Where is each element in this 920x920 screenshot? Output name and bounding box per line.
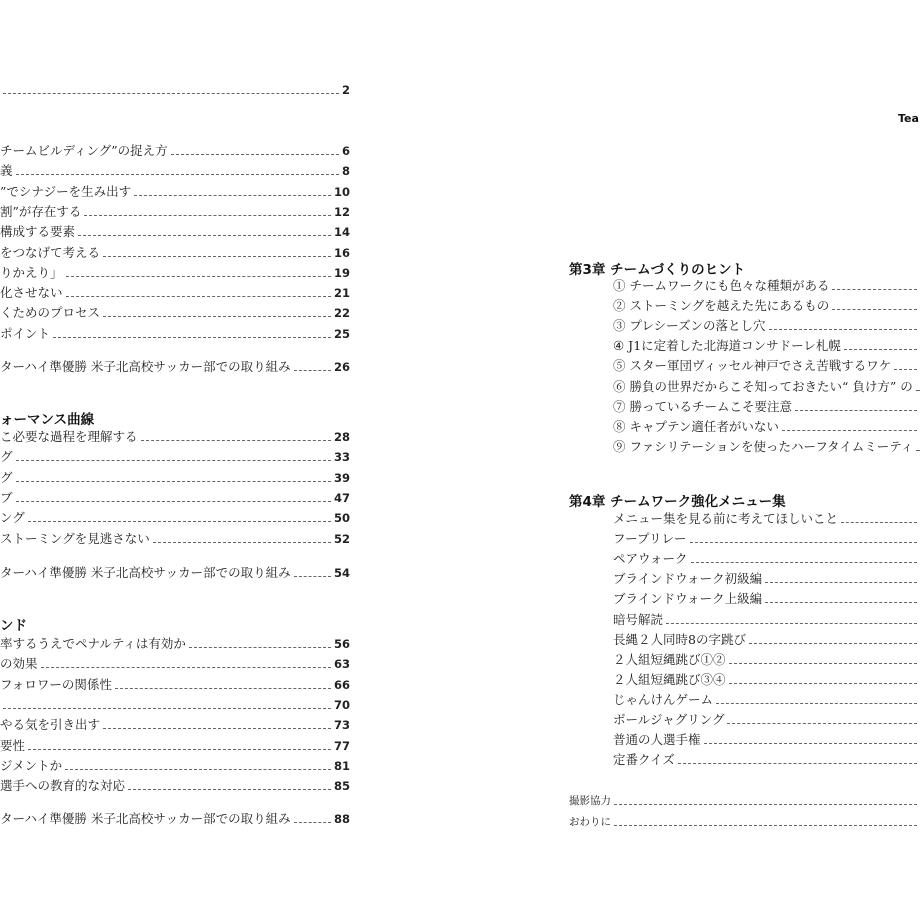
dot-leader: [66, 296, 331, 297]
toc-entry-title: 選手への教育的な対応: [0, 778, 126, 794]
toc-entry-title: 要性: [0, 737, 26, 753]
toc-entry-title: の効果: [0, 656, 38, 672]
toc-column-entry[interactable]: [0, 359, 350, 375]
toc-entry-title: 化させない: [0, 285, 63, 301]
dot-leader: [28, 521, 331, 522]
dot-leader: [844, 349, 917, 350]
toc-entry[interactable]: [613, 379, 920, 395]
chapter-heading: ォーマンス曲線: [0, 412, 95, 428]
dot-leader: [614, 825, 917, 826]
dot-leader: [729, 683, 917, 684]
dot-leader: [16, 501, 331, 502]
page-number: 39: [333, 470, 350, 485]
toc-entry[interactable]: [613, 672, 920, 688]
toc-entry-title: ポイント: [0, 325, 51, 341]
toc-entry-title: ２人組短縄跳び①②: [613, 651, 726, 667]
toc-entry-title: ブ: [0, 489, 13, 505]
toc-entry-title: ④ J1に定着した北海道コンサドーレ札幌: [613, 338, 841, 354]
dot-leader: [691, 562, 917, 563]
toc-entry-title: ② ストーミングを越えた先にあるもの: [613, 298, 830, 314]
dot-leader: [916, 450, 920, 451]
dot-leader: [765, 602, 917, 603]
toc-entry[interactable]: [0, 697, 350, 713]
toc-entry-title: 長縄２人同時8の字跳び: [613, 631, 746, 647]
toc-entry-title: やる気を引き出す: [0, 717, 101, 733]
toc-entry[interactable]: [613, 419, 920, 435]
dot-leader: [769, 329, 917, 330]
toc-entry[interactable]: [613, 612, 920, 628]
toc-entry[interactable]: [0, 265, 350, 281]
toc-entry-title: ブラインドウォーク上級編: [613, 591, 763, 607]
dot-leader: [3, 93, 339, 94]
dot-leader: [84, 215, 331, 216]
toc-entry-title: ターハイ準優勝 米子北高校サッカー部での取り組み: [0, 359, 291, 374]
toc-entry[interactable]: [0, 143, 350, 159]
page-number: 22: [333, 306, 350, 321]
page-number: 8: [341, 164, 350, 179]
toc-entry-title: ③ プレシーズンの落とし穴: [613, 318, 766, 334]
toc-entry-title: をつなげて考える: [0, 244, 101, 260]
toc-entry-title: ⑦ 勝っているチームこそ要注意: [613, 398, 792, 414]
toc-entry-title: ⑨ ファシリテーションを使ったハーフタイムミーティ: [613, 438, 914, 454]
dot-leader: [704, 743, 917, 744]
dot-leader: [832, 309, 917, 310]
toc-entry[interactable]: [613, 752, 920, 768]
page-number: 81: [333, 758, 350, 773]
toc-entry[interactable]: [0, 305, 350, 321]
toc-entry[interactable]: [613, 399, 920, 415]
page-number: 47: [333, 490, 350, 505]
dot-leader: [103, 256, 331, 257]
toc-entry[interactable]: [613, 652, 920, 668]
toc-entry[interactable]: [613, 318, 920, 334]
toc-entry[interactable]: [613, 439, 920, 455]
toc-entry[interactable]: [613, 551, 920, 567]
page-number: 33: [333, 450, 350, 465]
toc-entry-title: ング: [0, 510, 25, 526]
page-number: 52: [333, 531, 350, 546]
toc-entry-title: ⑥ 勝負の世界だからこそ知っておきたい“ 負け方” の: [613, 378, 913, 394]
toc-entry-title: 普通の人選手権: [613, 732, 701, 748]
chapter-heading: ンド: [0, 618, 27, 634]
toc-entry-title: フォロワーの関係性: [0, 676, 112, 692]
chapter-heading: 第3章 チームづくりのヒント: [569, 262, 746, 278]
toc-column-entry[interactable]: [0, 565, 350, 581]
dot-leader: [134, 195, 331, 196]
toc-entry[interactable]: [0, 738, 350, 754]
page-number: 85: [333, 779, 350, 794]
page-number: 54: [333, 566, 350, 580]
toc-entry[interactable]: [0, 656, 350, 672]
dot-leader: [678, 763, 917, 764]
toc-entry[interactable]: [0, 677, 350, 693]
toc-entry[interactable]: [0, 510, 350, 526]
toc-entry[interactable]: [0, 163, 350, 179]
dot-leader: [894, 369, 917, 370]
toc-entry[interactable]: [0, 449, 350, 465]
toc-entry[interactable]: [0, 470, 350, 486]
toc-entry-title: じゃんけんゲーム: [613, 691, 714, 707]
dot-leader: [294, 576, 331, 577]
toc-entry-title: こ必要な過程を理解する: [0, 429, 138, 444]
dot-leader: [716, 703, 917, 704]
toc-entry-title: グ: [0, 449, 13, 465]
page-number: 2: [341, 83, 350, 97]
dot-leader: [916, 390, 920, 391]
toc-entry[interactable]: [0, 531, 350, 547]
dot-leader: [841, 522, 917, 523]
page-number: 73: [333, 718, 350, 733]
dot-leader: [614, 804, 917, 805]
dot-leader: [832, 289, 917, 290]
toc-entry-title: ２人組短縄跳び③④: [613, 671, 726, 687]
page-number: 12: [333, 204, 350, 219]
toc-entry[interactable]: [613, 632, 920, 648]
page-number: 63: [333, 657, 350, 672]
toc-entry-title: グ: [0, 469, 13, 485]
toc-entry-title: メニュー集を見る前に考えてほしいこと: [613, 511, 839, 526]
toc-entry-title: 構成する要素: [0, 224, 76, 240]
dot-leader: [115, 688, 331, 689]
toc-entry-title: ターハイ準優勝 米子北高校サッカー部での取り組み: [0, 565, 291, 580]
dot-leader: [727, 723, 917, 724]
dot-leader: [16, 174, 339, 175]
toc-entry-title: 暗号解読: [613, 611, 664, 627]
toc-credits[interactable]: [569, 793, 920, 809]
dot-leader: [189, 647, 331, 648]
toc-entry[interactable]: [0, 778, 350, 794]
dot-leader: [690, 542, 917, 543]
toc-entry[interactable]: [613, 298, 920, 314]
toc-entry-title: ① チームワークにも色々な種類がある: [613, 278, 830, 293]
page-number: 70: [333, 697, 350, 712]
dot-leader: [65, 769, 331, 770]
page-number: 16: [333, 245, 350, 260]
dot-leader: [28, 749, 331, 750]
toc-entry-title: ⑤ スター軍団ヴィッセル神戸でさえ苦戦するワケ: [613, 358, 892, 374]
toc-entry-title: 割”が存在する: [0, 203, 82, 219]
dot-leader: [153, 542, 331, 543]
dot-leader: [749, 643, 917, 644]
toc-entry[interactable]: [0, 636, 350, 652]
dot-leader: [294, 370, 331, 371]
toc-entry-title: チームビルディング”の捉え方: [0, 143, 168, 158]
toc-entry-title: ターハイ準優勝 米子北高校サッカー部での取り組み: [0, 811, 291, 826]
running-title: Tea: [898, 112, 919, 125]
toc-entry-title: ⑧ キャプテン適任者がいない: [613, 418, 779, 434]
page-number: 50: [333, 511, 350, 526]
toc-entry-title: 撮影協力: [569, 795, 611, 807]
page-number: 26: [333, 360, 350, 374]
toc-entry-title: くためのプロセス: [0, 305, 101, 321]
toc-entry[interactable]: [613, 591, 920, 607]
toc-entry[interactable]: [0, 245, 350, 261]
toc-afterword[interactable]: [569, 814, 920, 830]
dot-leader: [16, 481, 331, 482]
dot-leader: [16, 460, 331, 461]
dot-leader: [795, 410, 917, 411]
dot-leader: [294, 822, 331, 823]
dot-leader: [66, 276, 331, 277]
page-number: 77: [333, 738, 350, 753]
dot-leader: [53, 337, 331, 338]
page-number: 56: [333, 637, 350, 651]
toc-entry[interactable]: [613, 692, 920, 708]
dot-leader: [103, 316, 331, 317]
dot-leader: [41, 667, 331, 668]
toc-column-entry[interactable]: [0, 811, 350, 827]
dot-leader: [128, 789, 331, 790]
dot-leader: [141, 440, 331, 441]
toc-entry[interactable]: [0, 717, 350, 733]
toc-entry[interactable]: [613, 712, 920, 728]
dot-leader: [78, 235, 331, 236]
toc-entry[interactable]: [0, 224, 350, 240]
toc-entry[interactable]: [613, 278, 920, 294]
toc-entry[interactable]: [0, 758, 350, 774]
toc-entry[interactable]: [613, 511, 920, 527]
page-number: 14: [333, 225, 350, 240]
page-number: 28: [333, 430, 350, 444]
toc-entry[interactable]: [613, 571, 920, 587]
toc-entry-title: おわりに: [569, 816, 611, 828]
toc-entry-title: 定番クイズ: [613, 752, 675, 768]
toc-entry[interactable]: [613, 338, 920, 354]
page-number: 10: [333, 184, 350, 199]
toc-entry-title: フープリレー: [613, 531, 687, 547]
toc-entry[interactable]: [613, 358, 920, 374]
page-number: 6: [341, 144, 350, 158]
toc-entry[interactable]: [0, 285, 350, 301]
dot-leader: [782, 430, 917, 431]
toc-entry-title: ”でシナジーを生み出す: [0, 183, 132, 199]
toc-entry[interactable]: [0, 184, 350, 200]
toc-entry[interactable]: [0, 490, 350, 506]
toc-entry[interactable]: [613, 732, 920, 748]
toc-entry[interactable]: [0, 429, 350, 445]
dot-leader: [729, 663, 917, 664]
page-number: 66: [333, 677, 350, 692]
dot-leader: [666, 623, 917, 624]
toc-entry-title: ブラインドウォーク初級編: [613, 571, 763, 587]
toc-entry-title: ストーミングを見逃さない: [0, 530, 150, 546]
dot-leader: [3, 708, 331, 709]
toc-entry-title: ジメントか: [0, 757, 63, 773]
page-number: 19: [333, 265, 350, 280]
toc-intro[interactable]: [0, 82, 350, 98]
dot-leader: [103, 728, 331, 729]
toc-entry-title: ペアウォーク: [613, 551, 688, 567]
toc-entry[interactable]: [0, 204, 350, 220]
dot-leader: [171, 154, 339, 155]
page-number: 25: [333, 326, 350, 341]
toc-entry[interactable]: [613, 531, 920, 547]
dot-leader: [765, 582, 917, 583]
toc-entry[interactable]: [0, 326, 350, 342]
toc-entry-title: 率するうえでペナルティは有効か: [0, 636, 186, 651]
page-number: 88: [333, 812, 350, 826]
page-number: 21: [333, 286, 350, 301]
toc-entry-title: りかえり」: [0, 264, 63, 280]
toc-entry-title: ボールジャグリング: [613, 712, 725, 727]
chapter-heading: 第4章 チームワーク強化メニュー集: [569, 494, 786, 510]
toc-entry-title: 義: [0, 163, 13, 179]
